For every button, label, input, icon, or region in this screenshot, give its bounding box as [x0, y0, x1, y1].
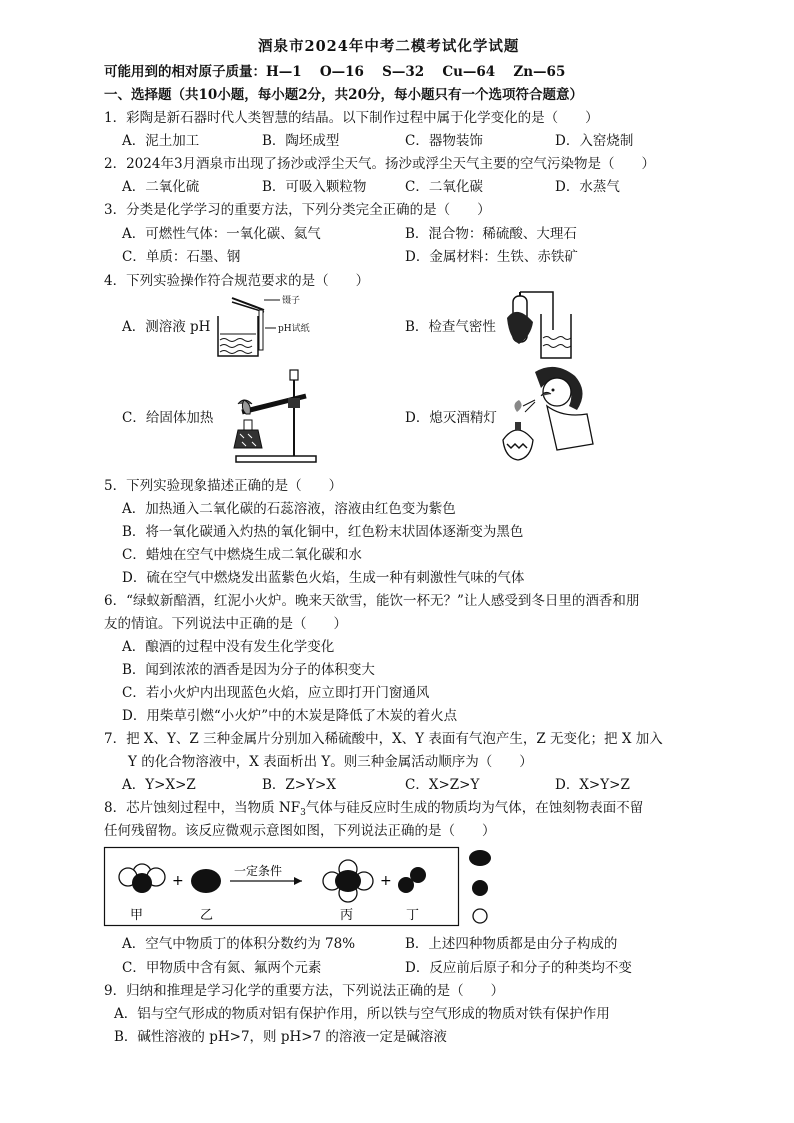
q4-option-d[interactable]: D．熄灭酒精灯 [405, 410, 497, 426]
q8-option-c[interactable]: C．甲物质中含有氮、氟两个元素 [122, 960, 322, 976]
label-yi: 乙 [200, 908, 214, 923]
airtightness-figure [505, 290, 585, 365]
atomic-mass-line: 可能用到的相对原子质量：H—1 O—16 S—32 Cu—64 Zn—65 [104, 64, 566, 80]
q4-option-a[interactable]: A．测溶液 pH [122, 319, 211, 335]
q1-option-a[interactable]: A．泥土加工 [122, 133, 200, 149]
q9-option-b[interactable]: B．碱性溶液的 pH>7，则 pH>7 的溶液一定是碱溶液 [114, 1029, 447, 1045]
q4-option-b[interactable]: B．检查气密性 [405, 319, 496, 335]
reaction-diagram [104, 847, 464, 927]
question-2-stem: 2．2024年3月酒泉市出现了扬沙或浮尘天气。扬沙或浮尘天气主要的空气污染物是（ ） [104, 156, 656, 172]
q6-option-c[interactable]: C．若小火炉内出现蓝色火焰，应立即打开门窗通风 [122, 685, 430, 701]
question-6-stem-line2: 友的情谊。下列说法中正确的是（ ） [104, 616, 347, 632]
question-3-stem: 3．分类是化学学习的重要方法，下列分类完全正确的是（ ） [104, 202, 491, 218]
q1-option-c[interactable]: C．器物装饰 [405, 133, 483, 149]
q7-option-b[interactable]: B．Z>Y>X [262, 777, 336, 793]
question-8-stem-line2: 任何残留物。该反应微观示意图如图，下列说法正确的是（ ） [104, 823, 496, 839]
question-7-stem-line2: Y 的化合物溶液中，X 表面析出 Y。则三种金属活动顺序为（ ） [128, 754, 533, 770]
section-heading: 一、选择题（共10小题，每小题2分，共20分，每小题只有一个选项符合题意） [104, 87, 583, 103]
question-1-stem: 1．彩陶是新石器时代人类智慧的结晶。以下制作过程中属于化学变化的是（ ） [104, 110, 599, 126]
q5-option-c[interactable]: C．蜡烛在空气中燃烧生成二氧化碳和水 [122, 547, 362, 563]
q6-option-b[interactable]: B．闻到浓浓的酒香是因为分子的体积变大 [122, 662, 375, 678]
q7-option-c[interactable]: C．X>Z>Y [405, 777, 480, 793]
question-6-stem-line1: 6．“绿蚁新醅酒，红泥小火炉。晚来天欲雪，能饮一杯无？”让人感受到冬日里的酒香和朋 [104, 593, 640, 609]
q7-option-a[interactable]: A．Y>X>Z [122, 777, 196, 793]
q2-option-a[interactable]: A．二氧化硫 [122, 179, 200, 195]
q2-option-b[interactable]: B．可吸入颗粒物 [262, 179, 367, 195]
plus-sign-2: + [380, 873, 392, 889]
atom-legend [466, 846, 526, 926]
q1-option-d[interactable]: D．入窑烧制 [555, 133, 634, 149]
question-8-stem-line1 [104, 799, 643, 822]
label-bing: 丙 [340, 908, 354, 923]
q1-option-b[interactable]: B．陶坯成型 [262, 133, 340, 149]
q8-option-a[interactable]: A．空气中物质丁的体积分数约为 78% [122, 936, 356, 952]
q8-stem-subscript: 3 [300, 808, 306, 818]
q5-option-d[interactable]: D．硫在空气中燃烧发出蓝紫色火焰，生成一种有刺激性气味的气体 [122, 570, 525, 586]
q8-option-d[interactable]: D．反应前后原子和分子的种类均不变 [405, 960, 632, 976]
question-4-stem: 4．下列实验操作符合规范要求的是（ ） [104, 273, 370, 289]
label-jia: 甲 [130, 908, 144, 923]
q2-option-d[interactable]: D．水蒸气 [555, 179, 620, 195]
page-title: 酒泉市2024年中考二模考试化学试题 [258, 38, 520, 55]
tweezers-label: 镊子 [282, 296, 301, 306]
reaction-condition: 一定条件 [234, 864, 283, 878]
blowing-lamp-figure [495, 362, 595, 467]
question-9-stem: 9．归纳和推理是学习化学的重要方法，下列说法正确的是（ ） [104, 983, 505, 999]
ph-paper-label: pH试纸 [278, 324, 310, 334]
q8-stem-part2: 气体与硅反应时生成的物质均为气体，在蚀刻物表面不留 [305, 800, 644, 816]
q3-option-b[interactable]: B．混合物：稀硫酸、大理石 [405, 226, 577, 242]
q8-stem-part1: 8．芯片蚀刻过程中，当物质 NF [104, 800, 301, 816]
q7-option-d[interactable]: D．X>Y>Z [555, 777, 630, 793]
plus-sign-1: + [172, 873, 184, 889]
q6-option-d[interactable]: D．用柴草引燃“小火炉”中的木炭是降低了木炭的着火点 [122, 708, 458, 724]
q8-option-b[interactable]: B．上述四种物质都是由分子构成的 [405, 936, 618, 952]
q4-option-c[interactable]: C．给固体加热 [122, 410, 214, 426]
q6-option-a[interactable]: A．酿酒的过程中没有发生化学变化 [122, 639, 335, 655]
question-7-stem-line1: 7．把 X、Y、Z 三种金属片分别加入稀硫酸中，X、Y 表面有气泡产生，Z 无变化；把 X 加入 [104, 731, 663, 747]
label-ding: 丁 [406, 908, 420, 923]
question-5-stem: 5．下列实验现象描述正确的是（ ） [104, 478, 343, 494]
q9-option-a[interactable]: A．铝与空气形成的物质对铝有保护作用，所以铁与空气形成的物质对铁有保护作用 [114, 1006, 610, 1022]
q5-option-b[interactable]: B．将一氧化碳通入灼热的氧化铜中，红色粉末状固体逐渐变为黑色 [122, 524, 524, 540]
q3-option-a[interactable]: A．可燃性气体：一氧化碳、氦气 [122, 226, 321, 242]
q3-option-d[interactable]: D．金属材料：生铁、赤铁矿 [405, 249, 578, 265]
q5-option-a[interactable]: A．加热通入二氧化碳的石蕊溶液，溶液由红色变为紫色 [122, 501, 456, 517]
heating-solid-figure [228, 368, 318, 463]
q3-option-c[interactable]: C．单质：石墨、钢 [122, 249, 241, 265]
q2-option-c[interactable]: C．二氧化碳 [405, 179, 483, 195]
